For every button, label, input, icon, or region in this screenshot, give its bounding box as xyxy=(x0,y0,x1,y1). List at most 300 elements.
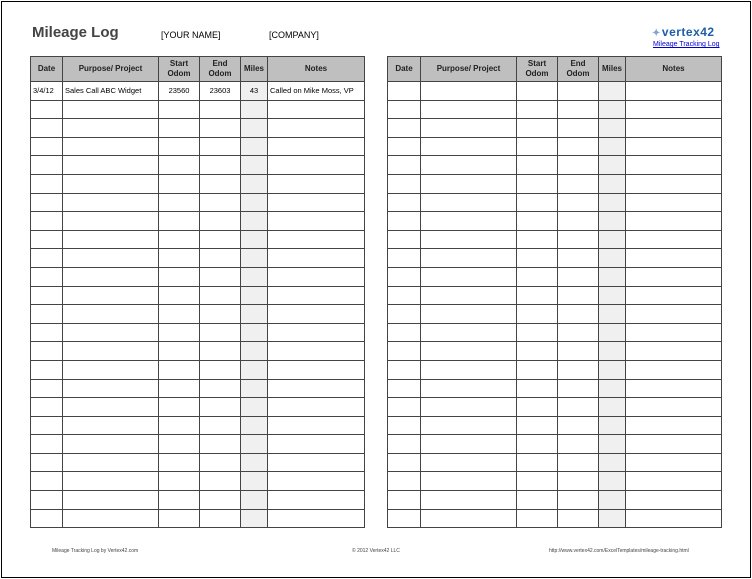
cell-miles[interactable] xyxy=(241,156,268,175)
cell-date[interactable] xyxy=(31,416,63,435)
cell-end[interactable] xyxy=(558,156,599,175)
table-row xyxy=(31,82,365,101)
cell-start[interactable] xyxy=(517,379,558,398)
cell-date[interactable] xyxy=(388,193,421,212)
cell-date[interactable] xyxy=(388,509,421,528)
cell-purpose[interactable] xyxy=(63,379,159,398)
cell-miles[interactable] xyxy=(599,249,626,268)
cell-notes[interactable] xyxy=(626,193,722,212)
cell-purpose[interactable] xyxy=(63,509,159,528)
cell-end[interactable] xyxy=(200,267,241,286)
cell-start[interactable] xyxy=(159,398,200,417)
cell-miles[interactable] xyxy=(599,398,626,417)
cell-date[interactable] xyxy=(388,453,421,472)
cell-notes[interactable] xyxy=(268,416,365,435)
cell-date[interactable] xyxy=(31,193,63,212)
cell-notes[interactable] xyxy=(268,230,365,249)
cell-notes[interactable] xyxy=(626,435,722,454)
cell-date[interactable] xyxy=(388,435,421,454)
cell-end[interactable] xyxy=(200,435,241,454)
cell-purpose[interactable] xyxy=(63,398,159,417)
cell-purpose[interactable] xyxy=(421,137,517,156)
cell-notes[interactable] xyxy=(268,453,365,472)
cell-date[interactable] xyxy=(31,342,63,361)
cell-miles[interactable] xyxy=(241,398,268,417)
cell-miles[interactable] xyxy=(241,230,268,249)
cell-miles[interactable] xyxy=(599,360,626,379)
cell-miles[interactable] xyxy=(599,491,626,510)
cell-miles[interactable] xyxy=(599,119,626,138)
cell-date[interactable] xyxy=(31,305,63,324)
cell-end[interactable] xyxy=(558,342,599,361)
cell-date[interactable] xyxy=(31,360,63,379)
cell-start[interactable] xyxy=(517,342,558,361)
cell-purpose[interactable] xyxy=(63,156,159,175)
cell-miles[interactable] xyxy=(599,435,626,454)
cell-notes[interactable] xyxy=(626,379,722,398)
cell-start[interactable] xyxy=(159,286,200,305)
cell-end[interactable] xyxy=(200,379,241,398)
cell-miles[interactable] xyxy=(599,379,626,398)
cell-date[interactable] xyxy=(388,119,421,138)
cell-notes[interactable] xyxy=(626,230,722,249)
cell-start[interactable] xyxy=(159,119,200,138)
cell-miles[interactable] xyxy=(599,286,626,305)
cell-miles[interactable] xyxy=(599,174,626,193)
cell-start[interactable] xyxy=(159,249,200,268)
cell-start[interactable] xyxy=(517,472,558,491)
cell-miles[interactable] xyxy=(241,212,268,231)
cell-end[interactable] xyxy=(200,509,241,528)
cell-purpose[interactable] xyxy=(63,119,159,138)
cell-notes[interactable] xyxy=(268,379,365,398)
cell-purpose[interactable] xyxy=(63,267,159,286)
cell-miles[interactable] xyxy=(599,230,626,249)
cell-start[interactable] xyxy=(159,416,200,435)
cell-start[interactable] xyxy=(517,323,558,342)
cell-date[interactable] xyxy=(388,230,421,249)
cell-date[interactable] xyxy=(31,398,63,417)
cell-date[interactable] xyxy=(388,398,421,417)
cell-notes[interactable] xyxy=(626,249,722,268)
cell-start[interactable] xyxy=(517,398,558,417)
cell-date[interactable] xyxy=(388,491,421,510)
cell-notes[interactable] xyxy=(268,267,365,286)
cell-end[interactable] xyxy=(200,137,241,156)
cell-notes[interactable] xyxy=(268,137,365,156)
cell-end[interactable] xyxy=(200,453,241,472)
cell-miles[interactable] xyxy=(599,323,626,342)
cell-date[interactable] xyxy=(31,249,63,268)
table-row xyxy=(388,193,722,212)
cell-end[interactable] xyxy=(200,286,241,305)
cell-date[interactable] xyxy=(388,156,421,175)
cell-miles[interactable] xyxy=(241,342,268,361)
cell-notes[interactable] xyxy=(626,212,722,231)
cell-notes[interactable] xyxy=(626,509,722,528)
cell-date[interactable] xyxy=(388,286,421,305)
cell-start[interactable] xyxy=(517,82,558,101)
cell-end[interactable] xyxy=(558,82,599,101)
cell-start[interactable] xyxy=(517,305,558,324)
cell-start[interactable] xyxy=(517,267,558,286)
cell-end[interactable] xyxy=(558,416,599,435)
cell-miles[interactable] xyxy=(599,212,626,231)
cell-purpose[interactable]: Sales Call ABC Widget xyxy=(63,82,159,101)
cell-purpose[interactable] xyxy=(421,398,517,417)
cell-start[interactable] xyxy=(159,435,200,454)
cell-date[interactable] xyxy=(31,119,63,138)
cell-notes[interactable] xyxy=(626,82,722,101)
cell-purpose[interactable] xyxy=(421,472,517,491)
cell-notes[interactable] xyxy=(626,398,722,417)
cell-start[interactable]: 23560 xyxy=(159,82,200,101)
cell-start[interactable] xyxy=(159,100,200,119)
cell-end[interactable] xyxy=(558,249,599,268)
cell-purpose[interactable] xyxy=(63,416,159,435)
cell-end[interactable] xyxy=(200,342,241,361)
cell-miles[interactable] xyxy=(241,119,268,138)
cell-purpose[interactable] xyxy=(421,435,517,454)
cell-end[interactable] xyxy=(200,100,241,119)
cell-date[interactable] xyxy=(388,379,421,398)
cell-date[interactable] xyxy=(31,379,63,398)
cell-notes[interactable] xyxy=(626,416,722,435)
cell-purpose[interactable] xyxy=(63,491,159,510)
cell-start[interactable] xyxy=(159,491,200,510)
cell-end[interactable] xyxy=(558,379,599,398)
cell-notes[interactable] xyxy=(268,100,365,119)
cell-notes[interactable] xyxy=(626,119,722,138)
cell-purpose[interactable] xyxy=(421,379,517,398)
cell-purpose[interactable] xyxy=(421,267,517,286)
cell-end[interactable] xyxy=(200,230,241,249)
cell-start[interactable] xyxy=(159,267,200,286)
cell-end[interactable] xyxy=(200,398,241,417)
cell-date[interactable] xyxy=(31,267,63,286)
cell-date[interactable] xyxy=(388,174,421,193)
cell-notes[interactable] xyxy=(268,323,365,342)
cell-notes[interactable] xyxy=(268,193,365,212)
cell-notes[interactable] xyxy=(626,156,722,175)
cell-date[interactable] xyxy=(31,230,63,249)
cell-notes[interactable] xyxy=(268,286,365,305)
cell-end[interactable] xyxy=(558,305,599,324)
logo-text: vertex42 xyxy=(661,25,715,39)
cell-start[interactable] xyxy=(159,453,200,472)
cell-date[interactable] xyxy=(388,360,421,379)
cell-purpose[interactable] xyxy=(63,230,159,249)
name-field[interactable]: [YOUR NAME] xyxy=(161,30,221,40)
cell-start[interactable] xyxy=(517,416,558,435)
cell-start[interactable] xyxy=(159,472,200,491)
cell-end[interactable] xyxy=(200,249,241,268)
cell-start[interactable] xyxy=(159,379,200,398)
cell-miles[interactable] xyxy=(241,286,268,305)
cell-start[interactable] xyxy=(159,305,200,324)
cell-end[interactable] xyxy=(558,286,599,305)
cell-date[interactable] xyxy=(388,305,421,324)
cell-end[interactable] xyxy=(558,323,599,342)
cell-miles[interactable] xyxy=(241,435,268,454)
cell-start[interactable] xyxy=(517,453,558,472)
footer-right[interactable]: http://www.vertex42.com/ExcelTemplates/mileage-tracking.html xyxy=(549,548,689,554)
cell-date[interactable] xyxy=(31,435,63,454)
cell-start[interactable] xyxy=(517,286,558,305)
cell-notes[interactable] xyxy=(626,137,722,156)
cell-miles[interactable] xyxy=(241,509,268,528)
cell-miles[interactable] xyxy=(241,453,268,472)
cell-date[interactable] xyxy=(388,100,421,119)
mileage-tracking-log-link[interactable]: Mileage Tracking Log xyxy=(653,41,720,48)
cell-start[interactable] xyxy=(517,137,558,156)
cell-purpose[interactable] xyxy=(63,360,159,379)
cell-end[interactable]: 23603 xyxy=(200,82,241,101)
cell-date[interactable] xyxy=(31,212,63,231)
cell-notes[interactable] xyxy=(268,342,365,361)
table-row xyxy=(31,174,365,193)
cell-notes[interactable] xyxy=(268,435,365,454)
cell-miles[interactable] xyxy=(599,305,626,324)
cell-notes[interactable] xyxy=(268,305,365,324)
table-row xyxy=(31,342,365,361)
cell-miles[interactable] xyxy=(599,453,626,472)
cell-start[interactable] xyxy=(159,360,200,379)
cell-purpose[interactable] xyxy=(63,100,159,119)
cell-start[interactable] xyxy=(517,435,558,454)
cell-miles[interactable] xyxy=(241,267,268,286)
table-row xyxy=(388,323,722,342)
cell-end[interactable] xyxy=(200,174,241,193)
cell-purpose[interactable] xyxy=(421,305,517,324)
cell-purpose[interactable] xyxy=(63,286,159,305)
cell-date[interactable] xyxy=(388,472,421,491)
cell-end[interactable] xyxy=(558,509,599,528)
cell-date[interactable] xyxy=(388,82,421,101)
cell-date[interactable] xyxy=(31,453,63,472)
cell-miles[interactable] xyxy=(599,472,626,491)
cell-notes[interactable] xyxy=(626,491,722,510)
cell-notes[interactable] xyxy=(268,491,365,510)
cell-start[interactable] xyxy=(517,174,558,193)
cell-notes[interactable] xyxy=(626,342,722,361)
cell-end[interactable] xyxy=(558,453,599,472)
cell-notes[interactable] xyxy=(268,509,365,528)
cell-start[interactable] xyxy=(159,509,200,528)
cell-start[interactable] xyxy=(159,174,200,193)
cell-end[interactable] xyxy=(558,137,599,156)
cell-start[interactable] xyxy=(159,212,200,231)
cell-purpose[interactable] xyxy=(421,193,517,212)
cell-purpose[interactable] xyxy=(63,342,159,361)
cell-purpose[interactable] xyxy=(63,174,159,193)
cell-start[interactable] xyxy=(159,323,200,342)
cell-miles[interactable] xyxy=(241,249,268,268)
cell-notes[interactable] xyxy=(626,472,722,491)
cell-miles[interactable] xyxy=(241,100,268,119)
cell-miles[interactable] xyxy=(241,491,268,510)
cell-purpose[interactable] xyxy=(421,342,517,361)
cell-start[interactable] xyxy=(517,212,558,231)
table-row xyxy=(31,416,365,435)
cell-purpose[interactable] xyxy=(421,286,517,305)
cell-notes[interactable] xyxy=(268,174,365,193)
cell-notes[interactable]: Called on Mike Moss, VP xyxy=(268,82,365,101)
cell-purpose[interactable] xyxy=(63,212,159,231)
cell-purpose[interactable] xyxy=(63,137,159,156)
cell-date[interactable] xyxy=(31,100,63,119)
cell-date[interactable] xyxy=(388,137,421,156)
cell-end[interactable] xyxy=(558,398,599,417)
cell-end[interactable] xyxy=(200,416,241,435)
cell-miles[interactable] xyxy=(599,100,626,119)
cell-end[interactable] xyxy=(200,193,241,212)
cell-start[interactable] xyxy=(517,249,558,268)
cell-purpose[interactable] xyxy=(63,193,159,212)
cell-notes[interactable] xyxy=(626,305,722,324)
cell-miles[interactable] xyxy=(599,82,626,101)
cell-end[interactable] xyxy=(200,491,241,510)
cell-date[interactable] xyxy=(31,491,63,510)
cell-date[interactable] xyxy=(31,174,63,193)
cell-purpose[interactable] xyxy=(421,491,517,510)
cell-end[interactable] xyxy=(558,472,599,491)
cell-miles[interactable] xyxy=(599,342,626,361)
cell-notes[interactable] xyxy=(268,156,365,175)
cell-purpose[interactable] xyxy=(421,249,517,268)
cell-date[interactable] xyxy=(388,249,421,268)
cell-start[interactable] xyxy=(517,119,558,138)
cell-miles[interactable] xyxy=(241,193,268,212)
cell-notes[interactable] xyxy=(626,174,722,193)
cell-date[interactable] xyxy=(388,416,421,435)
cell-start[interactable] xyxy=(517,193,558,212)
cell-purpose[interactable] xyxy=(421,212,517,231)
cell-notes[interactable] xyxy=(626,360,722,379)
cell-notes[interactable] xyxy=(626,286,722,305)
cell-start[interactable] xyxy=(517,360,558,379)
cell-miles[interactable] xyxy=(241,323,268,342)
cell-end[interactable] xyxy=(558,435,599,454)
cell-start[interactable] xyxy=(517,100,558,119)
cell-purpose[interactable] xyxy=(421,360,517,379)
cell-start[interactable] xyxy=(159,137,200,156)
cell-purpose[interactable] xyxy=(63,323,159,342)
cell-end[interactable] xyxy=(200,472,241,491)
cell-miles[interactable] xyxy=(599,267,626,286)
company-field[interactable]: [COMPANY] xyxy=(269,30,319,40)
cell-miles[interactable] xyxy=(241,472,268,491)
cell-notes[interactable] xyxy=(626,267,722,286)
cell-miles[interactable] xyxy=(241,305,268,324)
cell-end[interactable] xyxy=(558,212,599,231)
cell-notes[interactable] xyxy=(626,453,722,472)
cell-notes[interactable] xyxy=(268,360,365,379)
cell-purpose[interactable] xyxy=(421,82,517,101)
cell-date[interactable] xyxy=(31,323,63,342)
cell-date[interactable]: 3/4/12 xyxy=(31,82,63,101)
cell-purpose[interactable] xyxy=(421,156,517,175)
cell-date[interactable] xyxy=(31,472,63,491)
cell-end[interactable] xyxy=(558,100,599,119)
cell-miles[interactable] xyxy=(241,137,268,156)
cell-purpose[interactable] xyxy=(421,119,517,138)
cell-start[interactable] xyxy=(517,156,558,175)
cell-purpose[interactable] xyxy=(63,305,159,324)
cell-end[interactable] xyxy=(558,230,599,249)
cell-date[interactable] xyxy=(388,212,421,231)
cell-purpose[interactable] xyxy=(421,453,517,472)
cell-miles[interactable]: 43 xyxy=(241,82,268,101)
cell-miles[interactable] xyxy=(241,174,268,193)
cell-end[interactable] xyxy=(558,174,599,193)
cell-purpose[interactable] xyxy=(421,100,517,119)
cell-end[interactable] xyxy=(200,323,241,342)
cell-purpose[interactable] xyxy=(421,416,517,435)
cell-start[interactable] xyxy=(517,491,558,510)
cell-notes[interactable] xyxy=(268,249,365,268)
cell-date[interactable] xyxy=(31,137,63,156)
cell-miles[interactable] xyxy=(241,416,268,435)
cell-purpose[interactable] xyxy=(421,174,517,193)
cell-miles[interactable] xyxy=(599,156,626,175)
cell-end[interactable] xyxy=(558,193,599,212)
cell-purpose[interactable] xyxy=(63,435,159,454)
cell-purpose[interactable] xyxy=(421,323,517,342)
cell-miles[interactable] xyxy=(599,137,626,156)
cell-start[interactable] xyxy=(517,230,558,249)
cell-notes[interactable] xyxy=(268,472,365,491)
cell-notes[interactable] xyxy=(626,100,722,119)
cell-notes[interactable] xyxy=(268,398,365,417)
cell-purpose[interactable] xyxy=(63,453,159,472)
cell-miles[interactable] xyxy=(241,379,268,398)
cell-date[interactable] xyxy=(31,286,63,305)
cell-purpose[interactable] xyxy=(421,509,517,528)
cell-miles[interactable] xyxy=(241,360,268,379)
cell-end[interactable] xyxy=(200,119,241,138)
cell-end[interactable] xyxy=(200,305,241,324)
cell-date[interactable] xyxy=(388,342,421,361)
cell-date[interactable] xyxy=(31,509,63,528)
cell-miles[interactable] xyxy=(599,509,626,528)
cell-start[interactable] xyxy=(159,342,200,361)
cell-start[interactable] xyxy=(159,193,200,212)
cell-start[interactable] xyxy=(159,156,200,175)
cell-end[interactable] xyxy=(558,267,599,286)
cell-end[interactable] xyxy=(200,212,241,231)
cell-miles[interactable] xyxy=(599,416,626,435)
cell-notes[interactable] xyxy=(626,323,722,342)
cell-end[interactable] xyxy=(558,360,599,379)
table-row xyxy=(388,212,722,231)
cell-end[interactable] xyxy=(200,360,241,379)
cell-miles[interactable] xyxy=(599,193,626,212)
cell-purpose[interactable] xyxy=(63,472,159,491)
cell-end[interactable] xyxy=(200,156,241,175)
cell-date[interactable] xyxy=(31,156,63,175)
cell-end[interactable] xyxy=(558,119,599,138)
cell-notes[interactable] xyxy=(268,119,365,138)
cell-date[interactable] xyxy=(388,323,421,342)
cell-end[interactable] xyxy=(558,491,599,510)
cell-start[interactable] xyxy=(159,230,200,249)
cell-purpose[interactable] xyxy=(63,249,159,268)
cell-notes[interactable] xyxy=(268,212,365,231)
cell-start[interactable] xyxy=(517,509,558,528)
cell-date[interactable] xyxy=(388,267,421,286)
cell-purpose[interactable] xyxy=(421,230,517,249)
